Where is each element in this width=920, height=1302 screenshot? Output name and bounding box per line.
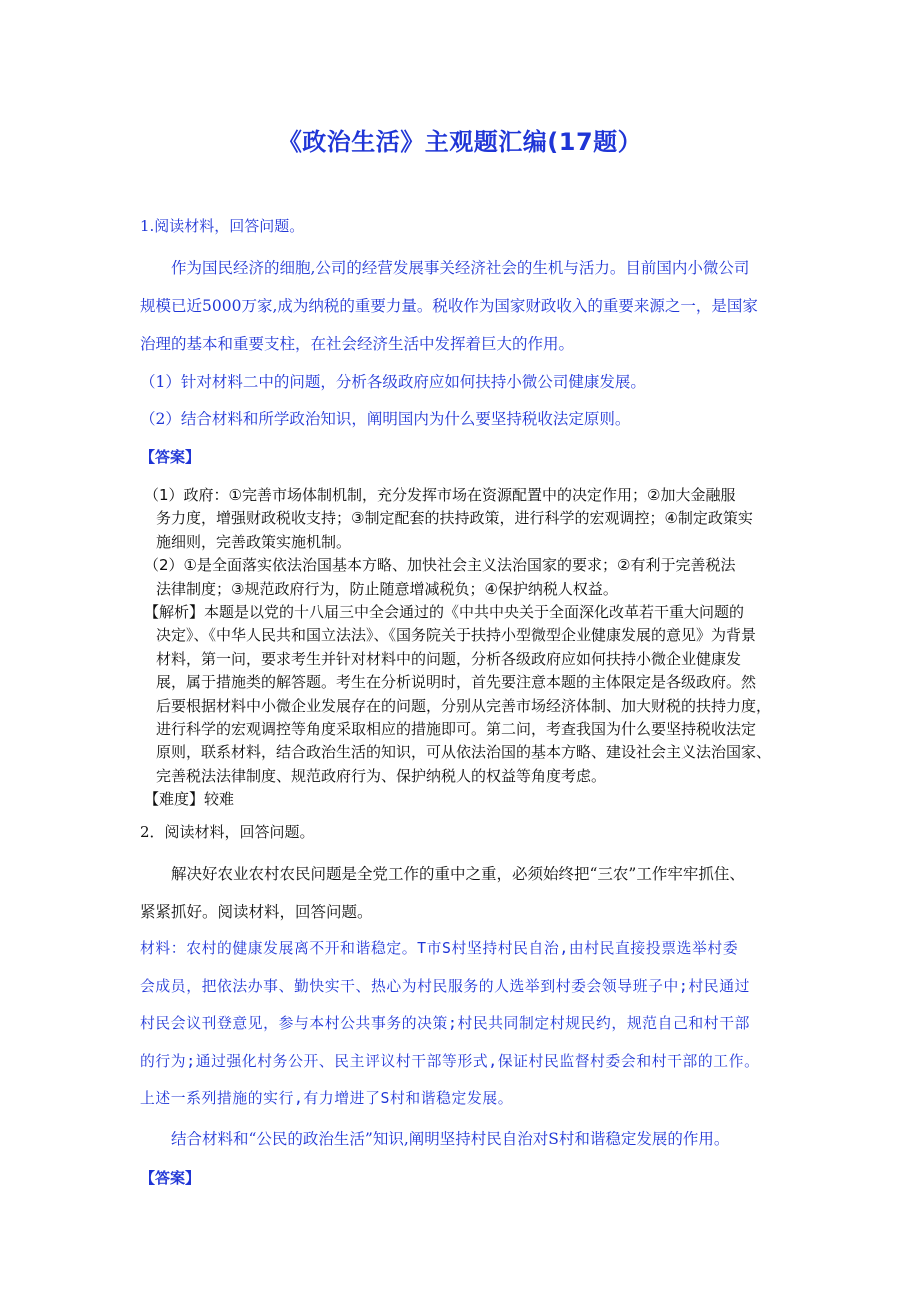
analysis-line: 进行科学的宏观调控等角度采取相应的措施即可。第二问，考查我国为什么要坚持税收法定: [156, 720, 757, 739]
q2-intro-line: 紧紧抓好。阅读材料，回答问题。: [140, 903, 373, 921]
q1-material-line: 作为国民经济的细胞,公司的经营发展事关经济社会的生机与活力。目前国内小微公司: [171, 259, 750, 277]
q2-material-line: 村民会议刊登意见，参与本村公共事务的决策;村民共同制定村规民约，规范自己和村干部: [140, 1015, 750, 1032]
analysis-line: 【解析】本题是以党的十八届三中全会通过的《中共中央关于全面深化改革若干重大问题的: [144, 603, 745, 622]
answer-line: （2）①是全面落实依法治国基本方略、加快社会主义法治国家的要求；②有利于完善税法: [144, 556, 736, 575]
q1-material: [140, 249, 780, 363]
page-title: 《政治生活》主观题汇编(17题）: [277, 128, 643, 156]
q2-material-line: 材料：农村的健康发展离不开和谐稳定。T市S村坚持村民自治,由村民直接投票选举村委: [140, 940, 739, 957]
answer-line: 施细则，完善政策实施机制。: [156, 532, 352, 551]
q2-material-line: 会成员，把依法办事、勤快实干、热心为村民服务的人选举到村委会领导班子中;村民通过: [140, 977, 750, 995]
q1-material-line: 规模已近5000万家,成为纳税的重要力量。税收作为国家财政收入的重要来源之一，是国家: [140, 297, 758, 315]
q1-material-line: 治理的基本和重要支柱，在社会经济生活中发挥着巨大的作用。: [140, 335, 575, 353]
analysis-line: 决定》、《中华人民共和国立法法》、《国务院关于扶持小型微型企业健康发展的意见》为背景: [156, 626, 757, 645]
q1-subquestion-2: （2）结合材料和所学政治知识，阐明国内为什么要坚持税收法定原则。: [140, 410, 631, 428]
q2-heading: 2．阅读材料，回答问题。: [140, 823, 315, 841]
q2-intro: [140, 855, 780, 931]
answer-line: 法律制度；③规范政府行为，防止随意增减税负；④保护纳税人权益。: [156, 579, 618, 598]
analysis-line: 材料，第一问，要求考生并针对材料中的问题，分析各级政府应如何扶持小微企业健康发: [156, 649, 742, 668]
q2-material-line: 上述一系列措施的实行,有力增进了S村和谐稳定发展。: [140, 1090, 514, 1107]
q2-answer-tag: 【答案】: [140, 1169, 201, 1187]
q1-heading: 1.阅读材料，回答问题。: [140, 217, 305, 235]
q1-subquestion-1: （1）针对材料二中的问题，分析各级政府应如何扶持小微公司健康发展。: [140, 373, 646, 391]
q2-material: [140, 930, 780, 1118]
analysis-line: 后要根据材料中小微企业发展存在的问题，分别从完善市场经济体制、加大财税的扶持力度，: [156, 696, 772, 715]
analysis-line: 原则，联系材料，结合政治生活的知识，可从依法治国的基本方略、建设社会主义法治国家、: [156, 743, 772, 762]
q1-answer-tag: 【答案】: [140, 448, 201, 466]
difficulty-line: 【难度】较难: [144, 790, 235, 809]
q2-material-line: 的行为;通过强化村务公开、民主评议村干部等形式,保证村民监督村委会和村干部的工作。: [140, 1052, 760, 1070]
answer-line: 务力度，增强财政税收支持；③制定配套的扶持政策，进行科学的宏观调控；④制定政策实: [156, 509, 753, 528]
answer-line: （1）政府：①完善市场体制机制，充分发挥市场在资源配置中的决定作用；②加大金融服: [144, 486, 736, 504]
q2-question: 结合材料和“公民的政治生活”知识,阐明坚持村民自治对S村和谐稳定发展的作用。: [171, 1130, 730, 1148]
q1-answer-body: [144, 484, 784, 812]
analysis-line: 完善税法法律制度、规范政府行为、保护纳税人的权益等角度考虑。: [156, 766, 607, 785]
q2-intro-line: 解决好农业农村农民问题是全党工作的重中之重，必须始终把“三农”工作牢牢抓住、: [171, 865, 745, 883]
analysis-line: 展，属于措施类的解答题。考生在分析说明时，首先要注意本题的主体限定是各级政府。然: [156, 673, 757, 692]
